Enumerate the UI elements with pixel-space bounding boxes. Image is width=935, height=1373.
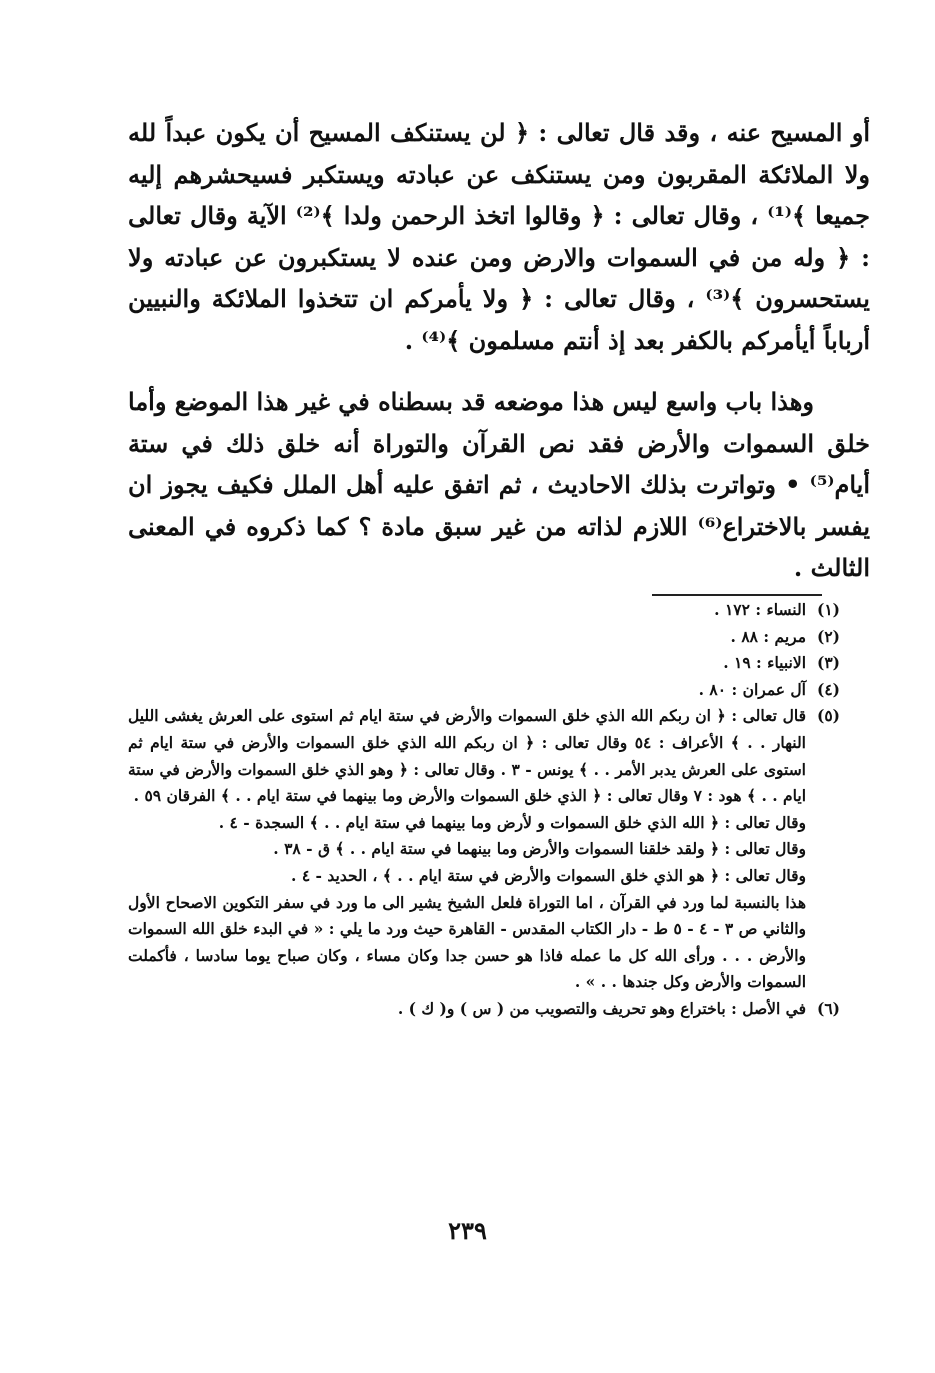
footnote-text: الانبياء : ١٩ .: [723, 653, 806, 673]
footnote-text: آل عمران : ٨٠ .: [698, 679, 806, 699]
body-paragraph-1: أو المسيح عنه ، وقد قال تعالى : ﴿ لن يستنكف المسيح أن يكون عبداً لله ولا الملائكة المقربون ومن يستنكف عن عبادته ويستكبر فسيحشرهم إليه جميعا ﴾⁽¹⁾ ، وقال تعالى : ﴿ وقالوا اتخذ الرحمن ولدا ﴾⁽²⁾ الآية وقال تعالى : ﴿ وله من في السموات والارض ومن عنده لا يستكبرون عن عبادته ولا يستحسرون ﴾⁽³⁾ ، وقال تعالى : ﴿ ولا يأمركم ان تتخذوا الملائكة والنبيين أرباباً أيأمركم بالكفر بعد إذ أنتم مسلمون ﴾⁽⁴⁾ .: [128, 118, 870, 355]
body-paragraph-2: وهذا باب واسع ليس هذا موضعه قد بسطناه في غير هذا الموضع وأما خلق السموات والأرض فقد نص القرآن والتوراة أنه خلق ذلك في ستة أيام⁽⁵⁾ • وتواترت بذلك الاحاديث ، ثم اتفق عليه أهل الملل فكيف يجوز ان يفسر بالاختراع⁽⁶⁾ اللازم لذاته من غير سبق مادة ؟ كما ذكروه في المعنى الثالث .: [128, 387, 870, 582]
footnote-line: وقال تعالى : ﴿ ولقد خلقنا السموات والأرض وما بينهما في ستة ايام . . ﴾ ق - ٣٨ .: [273, 839, 806, 859]
footnote-5-body: [128, 703, 806, 996]
footnote-text: النساء : ١٧٢ .: [714, 600, 806, 619]
footnote-text: في الأصل : باختراع وهو تحريف والتصويب من ( س ) و( ك ) .: [397, 998, 806, 1018]
footnote-number: (٣): [816, 653, 840, 673]
footnote-4: [128, 677, 840, 704]
footnote-number: (٤): [816, 679, 840, 699]
footnotes: [128, 597, 840, 1023]
footnote-number: (٥): [816, 706, 840, 726]
footnote-line: هذا بالنسبة لما ورد في القرآن ، اما التوراة فلعل الشيخ يشير الى ما ورد في سفر التكوين الاصحاح الأول والثاني ص ٣ - ٤ - ٥ ط - دار الكتاب المقدس - القاهرة حيث ورد ما يلي : « في البدء خلق الله السموات والأرض . . . ورأى الله كل ما عمله فاذا هو حسن جدا وكان مساء ، وكان صباح يوما سادسا ، فأكملت السموات والأرض وكل جندها . . » .: [128, 892, 806, 992]
footnote-2: [128, 624, 840, 651]
footnote-5: [128, 703, 840, 996]
footnote-number: (٦): [816, 998, 840, 1018]
footnote-number: (٢): [816, 626, 840, 646]
footnote-6: [128, 996, 840, 1023]
footnote-3: [128, 650, 840, 677]
footnote-line: وقال تعالى : ﴿ الله الذي خلق السموات و لأرض وما بينهما في ستة ايام . . ﴾ السجدة - ٤ .: [218, 812, 806, 832]
footnote-1: [128, 597, 840, 624]
footnote-number: (١): [816, 600, 840, 619]
footnote-text: قال تعالى : ﴿ ان ربكم الله الذي خلق السموات والأرض في ستة ايام ثم استوى على العرش يغشى الليل النهار . . ﴾ الأعراف : ٥٤ وقال تعالى : ﴿ ان ربكم الله الذي خلق السموات والأرض في ستة ايام ثم استوى على العرش يدبر الأمر . . ﴾ يونس - ٣ . وقال تعالى : ﴿ وهو الذي خلق السموات والأرض في ستة ايام . . ﴾ هود : ٧ وقال تعالى : ﴿ الذي خلق السموات والأرض وما بينهما في ستة ايام . . ﴾ الفرقان ٥٩ .: [128, 706, 806, 806]
footnote-line: وقال تعالى : ﴿ هو الذي خلق السموات والأرض في ستة ايام . . ﴾ ، الحديد - ٤ .: [291, 865, 806, 885]
page-number: ٢٣٩: [448, 1216, 487, 1245]
main-text: [128, 112, 870, 589]
footnote-text: مريم : ٨٨ .: [730, 626, 806, 646]
footnote-separator: [652, 594, 822, 596]
